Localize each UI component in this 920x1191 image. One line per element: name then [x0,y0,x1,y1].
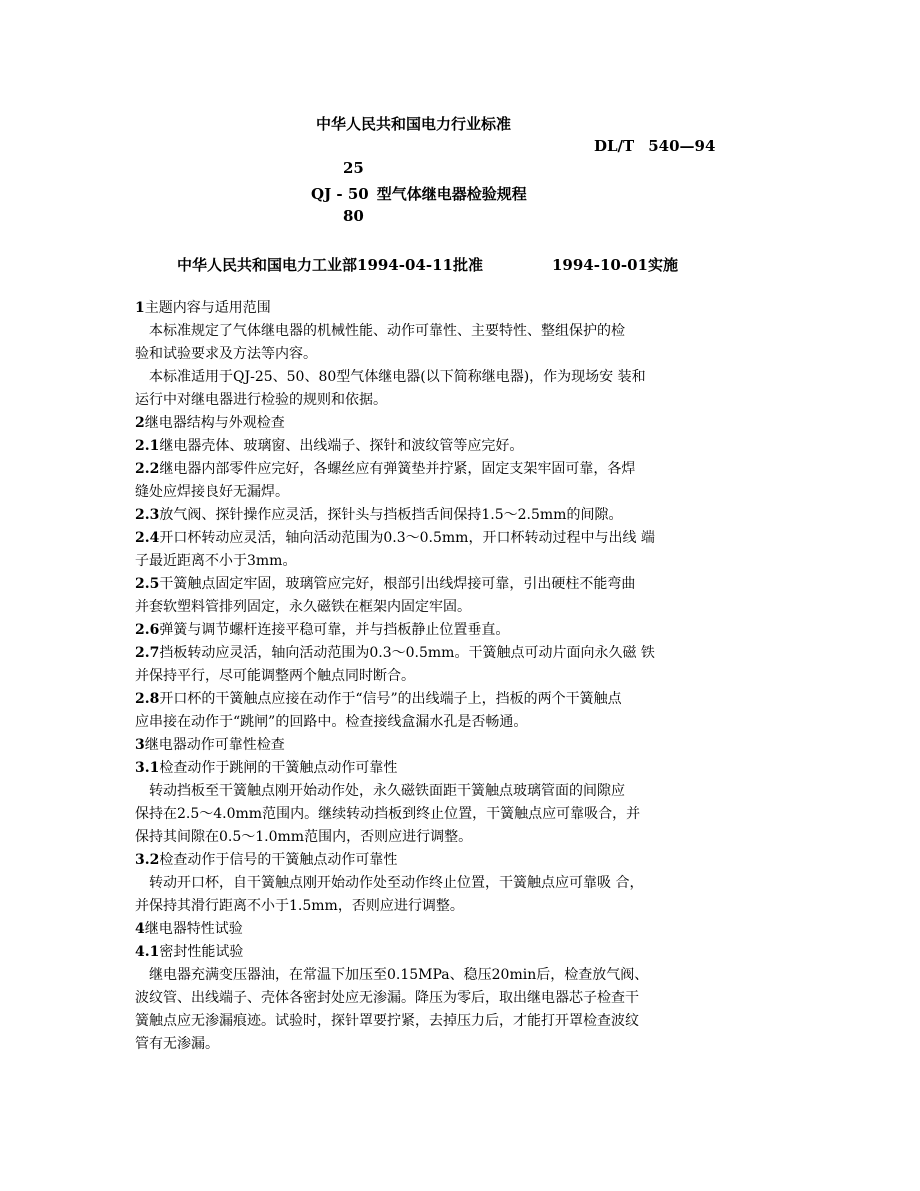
line-text: 干簧触点固定牢固，玻璃管应完好，根部引出线焊接可靠，引出硬柱不能弯曲 [159,576,636,592]
section-number: 2.2 [135,461,160,477]
section-number: 2.8 [135,691,160,707]
paragraph-line [135,964,715,987]
paragraph-line [135,366,715,389]
section-line [135,458,715,481]
line-text: 验和试验要求及方法等内容。 [135,346,317,362]
standard-organization: 中华人民共和国电力行业标准 [316,115,512,133]
paragraph-line [135,1010,715,1033]
line-text: 转动挡板至干簧触点刚开始动作处，永久磁铁面距干簧触点玻璃管面的间隙应 [149,783,625,799]
section-number: 2.1 [135,438,160,454]
line-text: 转动开口杯，自干簧触点刚开始动作处至动作终止位置，干簧触点应可靠吸 合， [149,875,644,891]
section-line [135,757,715,780]
section-line [135,734,715,757]
section-line [135,435,715,458]
line-text: 运行中对继电器进行检验的规则和依据。 [135,392,387,408]
line-text: 保持在2.5～4.0mm范围内。继续转动挡板到终止位置，干簧触点应可靠吸合，并 [135,806,641,822]
line-text: 主题内容与适用范围 [144,300,271,316]
line-text: 放气阀、探针操作应灵活，探针头与挡板挡舌间保持1.5～2.5mm的间隙。 [159,507,623,523]
section-line [135,412,715,435]
line-text: 本标准规定了气体继电器的机械性能、动作可靠性、主要特性、整组保护的检 [149,323,625,339]
section-number: 3.1 [135,760,160,776]
line-text: 并保持其滑行距离不小于1.5mm，否则应进行调整。 [135,898,464,914]
paragraph-line [135,987,715,1010]
paragraph-line [135,481,715,504]
section-line [135,941,715,964]
section-number: 4.1 [135,944,160,960]
section-number: 4 [135,921,145,937]
line-text: 检查动作于跳闸的干簧触点动作可靠性 [159,760,398,776]
section-number: 1 [135,300,145,316]
line-text: 继电器内部零件应完好，各螺丝应有弹簧垫并拧紧，固定支架牢固可靠，各焊 [159,461,636,477]
section-number: 2.6 [135,622,160,638]
line-text: 管有无渗漏。 [135,1036,219,1052]
section-number: 2.7 [135,645,160,661]
paragraph-line [135,872,715,895]
line-text: 开口杯的干簧触点应接在动作于“信号”的出线端子上，挡板的两个干簧触点 [159,691,622,707]
section-line [135,642,715,665]
paragraph-line [135,389,715,412]
section-line [135,918,715,941]
line-text: 检查动作于信号的干簧触点动作可靠性 [159,852,398,868]
section-number: 3 [135,737,145,753]
approval-line: 中华人民共和国电力工业部1994-04-11批准 [177,256,483,274]
line-text: 子最近距离不小于3mm。 [135,553,297,569]
paragraph-line [135,665,715,688]
line-text: 保持其间隙在0.5～1.0mm范围内，否则应进行调整。 [135,829,473,845]
standard-code [594,137,715,155]
line-text: 并保持平行，尽可能调整两个触点同时断合。 [135,668,415,684]
line-text: 密封性能试验 [159,944,244,960]
line-text: 继电器结构与外观检查 [144,415,285,431]
line-text: 缝处应焊接良好无漏焊。 [135,484,289,500]
section-line [135,849,715,872]
paragraph-line [135,320,715,343]
document-body [135,297,715,1056]
section-number: 2.5 [135,576,160,592]
section-number: 2 [135,415,145,431]
paragraph-line [135,1033,715,1056]
effective-date: 1994-10-01实施 [552,256,678,274]
standard-code-number: 540—94 [648,137,716,155]
line-text: 簧触点应无渗漏痕迹。试验时，探针罩要拧紧，去掉压力后，才能打开罩检查波纹 [135,1013,639,1029]
line-text: 本标准适用于QJ-25、50、80型气体继电器(以下简称继电器)，作为现场安 装和 [149,369,646,385]
paragraph-line [135,803,715,826]
paragraph-line [135,826,715,849]
section-line [135,297,715,320]
section-line [135,504,715,527]
section-number: 3.2 [135,852,160,868]
model-number-top: 25 [343,159,364,177]
line-text: 并套软塑料管排列固定，永久磁铁在框架内固定牢固。 [135,599,471,615]
section-line [135,573,715,596]
line-text: 开口杯转动应灵活，轴向活动范围为0.3～0.5mm，开口杯转动过程中与出线 端 [159,530,655,546]
paragraph-line [135,711,715,734]
line-text: 波纹管、出线端子、壳体各密封处应无渗漏。降压为零后，取出继电器芯子检查干 [135,990,639,1006]
model-number-bottom: 80 [343,207,364,225]
paragraph-line [135,895,715,918]
title-text: 型气体继电器检验规程 [376,185,527,203]
paragraph-line [135,550,715,573]
standard-code-prefix: DL/T [594,137,635,155]
section-line [135,619,715,642]
section-number: 2.3 [135,507,160,523]
line-text: 继电器壳体、玻璃窗、出线端子、探针和波纹管等应完好。 [159,438,524,454]
line-text: 挡板转动应灵活，轴向活动范围为0.3～0.5mm。干簧触点可动片面向永久磁 铁 [159,645,655,661]
line-text: 弹簧与调节螺杆连接平稳可靠，并与挡板静止位置垂直。 [159,622,510,638]
section-line [135,527,715,550]
section-line [135,688,715,711]
document-title [311,183,527,204]
paragraph-line [135,596,715,619]
section-number: 2.4 [135,530,160,546]
line-text: 应串接在动作于“跳闸”的回路中。检查接线盒漏水孔是否畅通。 [135,714,528,730]
line-text: 继电器特性试验 [144,921,243,937]
line-text: 继电器动作可靠性检查 [144,737,285,753]
paragraph-line [135,343,715,366]
paragraph-line [135,780,715,803]
line-text: 继电器充满变压器油，在常温下加压至0.15MPa、稳压20min后，检查放气阀、 [149,967,649,983]
title-model: QJ - 50 [311,185,369,203]
